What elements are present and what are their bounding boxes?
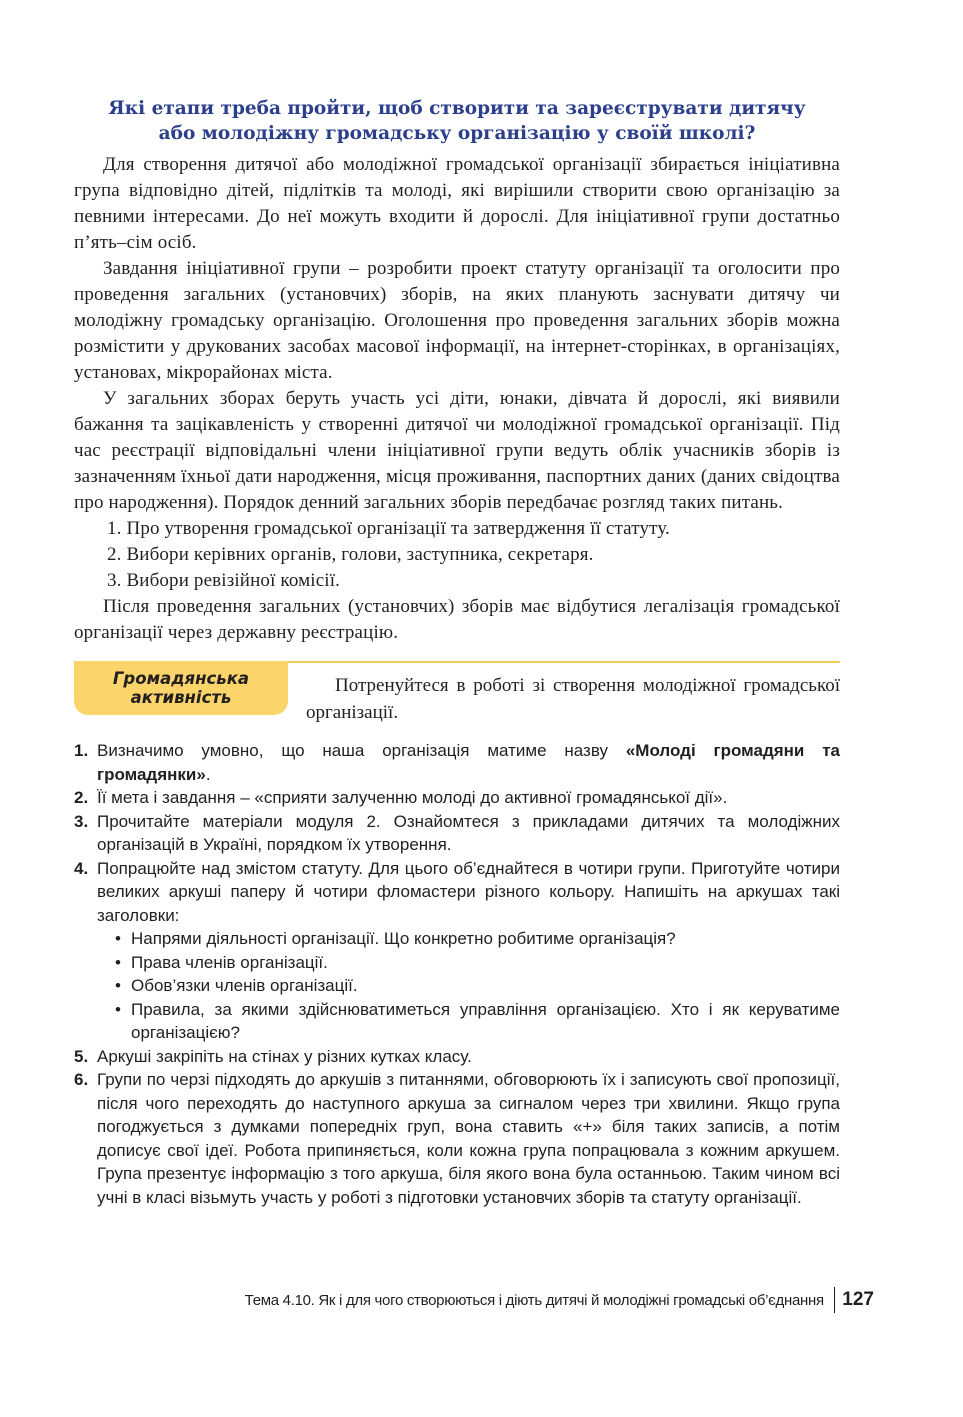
bullet-list	[97, 927, 840, 1045]
bullet-icon: •	[115, 976, 121, 995]
agenda-item-1: 1. Про утворення громадської організації та затвердження її статуту.	[107, 518, 670, 539]
task-text: Групи по черзі підходять до аркушів з питаннями, обговорюють їх і записують свої пропозиції, після чого переходять до наступного аркуша за сигналом через три хвилини. Якщо група погоджується з думками попередніх груп, вона ставить «+» біля таких записів, а потім дописує свої ідеї. Робота припиняється, коли кожна група попрацювала з кожним аркушем. Група презентує інформацію з того аркуша, біля якого вона була останньою. Таким чином всі учні в класі візьмуть участь у роботі з підготовки установчих зборів та статуту організації.	[97, 1070, 840, 1207]
task-number: 4.	[74, 858, 89, 878]
task-number: 3.	[74, 811, 89, 831]
bullet-text: Напрями діяльності організації. Що конкретно робитиме організація?	[131, 929, 676, 948]
bullet-item	[97, 998, 840, 1045]
task-list	[74, 739, 840, 1209]
bullet-item	[97, 951, 840, 975]
bullet-icon: •	[115, 952, 121, 972]
footer-divider	[834, 1287, 836, 1313]
paragraph-1: Для створення дитячої або молодіжної громадської організації збирається ініціативна група відповідно дітей, підлітків та молоді, які вирішили створити свою організацію за певними інтересами. До неї можуть входити й дорослі. Для ініціативної групи достатньо п’ять–сім осіб.	[74, 154, 840, 253]
agenda-item-3: 3. Вибори ревізійної комісії.	[107, 570, 341, 591]
task-text: Попрацюйте над змістом статуту. Для цього об’єднайтеся в чотири групи. Приготуйте чотири великих аркуші паперу й чотири фломастери різного кольору. Напишіть на аркушах такі заголовки:	[97, 858, 840, 925]
civic-activity-badge	[74, 661, 288, 715]
task-item-1	[74, 739, 840, 786]
task-text: Її мета і завдання – «сприяти залученню молоді до активної громадянської дії».	[97, 788, 728, 807]
task-item-6	[74, 1068, 840, 1209]
page-number: 127	[842, 1289, 874, 1310]
agenda-item-2: 2. Вибори керівних органів, голови, заступника, секретаря.	[107, 544, 594, 565]
task-text: Аркуші закріпіть на стінах у різних кутках класу.	[97, 1046, 472, 1066]
page-content	[74, 96, 840, 1209]
bullet-item	[97, 927, 840, 951]
footer-topic: Тема 4.10. Як і для чого створюються і діють дитячі й молодіжні громадські об’єднання	[244, 1291, 824, 1309]
task-text: Прочитайте матеріали модуля 2. Ознайомтеся з прикладами дитячих та молодіжних організацій в Україні, порядком їх утворення.	[97, 811, 840, 854]
task-number: 1.	[74, 741, 89, 760]
agenda-list	[74, 516, 840, 594]
closing-paragraph: Після проведення загальних (установчих) зборів має відбутися легалізація громадської організації через державну реєстрацію.	[74, 596, 840, 643]
task-item-5	[74, 1045, 840, 1069]
civic-activity-box	[74, 661, 840, 727]
task-item-4	[74, 857, 840, 1045]
task-number: 6.	[74, 1070, 89, 1089]
bullet-text: Обов’язки членів організації.	[131, 976, 358, 995]
heading-line-1: Які етапи треба пройти, щоб створити та зареєструвати дитячу	[108, 98, 806, 119]
task-text-end: .	[205, 764, 211, 784]
bullet-icon: •	[115, 929, 121, 948]
task-number: 2.	[74, 788, 89, 807]
heading-line-2: або молодіжну громадську організацію у своїй школі?	[158, 123, 756, 144]
task-text: Визначимо умовно, що наша організація матиме назву	[97, 741, 626, 760]
paragraph-3: У загальних зборах беруть участь усі діти, юнаки, дівчата й дорослі, які виявили бажання та зацікавленість у створенні дитячої чи молодіжної громадської організації. Під час реєстрації відповідальні члени ініціативної групи ведуть облік учасників зборів із зазначенням їхньої дати народження, місця проживання, паспортних даних (даних свідоцтва про народження). Порядок денний загальних зборів передбачає розгляд таких питань.	[74, 388, 840, 513]
paragraph-2: Завдання ініціативної групи – розробити проект статуту організації та оголосити про проведення загальних (установчих) зборів, на яких планують заснувати дитячу чи молодіжну громадську організацію. Оголошення про проведення загальних зборів можна розмістити у друкованих засобах масової інформації, на інтернет-сторінках, в організаціях, установах, мікрорайонах міста.	[74, 258, 840, 383]
bullet-icon: •	[115, 999, 121, 1019]
bullet-item	[97, 974, 840, 998]
task-item-2	[74, 786, 840, 810]
organization-name: «Молоді громадяни та громадянки»	[97, 741, 840, 784]
activity-intro: Потренуйтеся в роботі зі створення молодіжної громадської організації.	[306, 675, 840, 723]
bullet-text: Правила, за якими здійснюватиметься управління організацією. Хто і як керуватиме організацією?	[131, 999, 840, 1042]
badge-line-2: активність	[130, 688, 232, 707]
task-item-3	[74, 810, 840, 857]
page-footer	[245, 1286, 874, 1314]
bullet-text: Права членів організації.	[131, 952, 328, 972]
section-heading	[74, 96, 840, 146]
badge-line-1: Громадянська	[112, 669, 250, 688]
task-number: 5.	[74, 1046, 89, 1066]
